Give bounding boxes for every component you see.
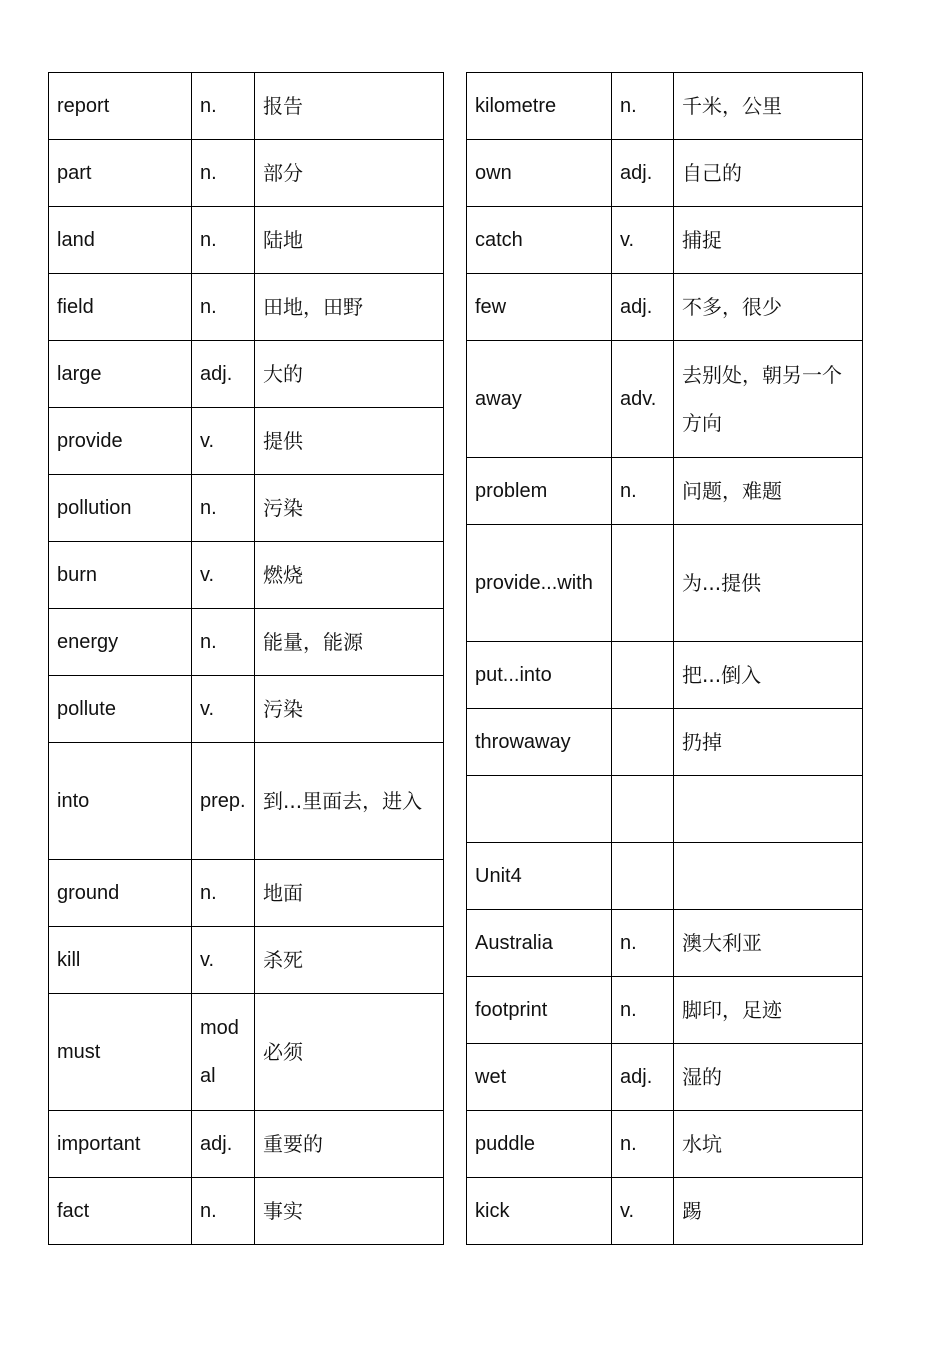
table-row: [467, 776, 863, 843]
vocabulary-table-right: [466, 72, 863, 1245]
pos-cell: adj.: [612, 1044, 674, 1111]
unit-heading-cell: Unit4: [467, 843, 612, 910]
word-cell: energy: [49, 609, 192, 676]
word-cell: burn: [49, 542, 192, 609]
table-row: [467, 709, 863, 776]
table-row: [467, 1178, 863, 1245]
word-cell: provide...with: [467, 525, 612, 642]
table-row: [49, 408, 444, 475]
pos-cell: [612, 525, 674, 642]
meaning-cell: 为...提供: [674, 525, 863, 642]
table-row: [49, 341, 444, 408]
word-cell: large: [49, 341, 192, 408]
pos-cell: adj.: [192, 341, 255, 408]
word-cell: [467, 776, 612, 843]
table-row: [49, 475, 444, 542]
word-cell: important: [49, 1111, 192, 1178]
pos-cell: v.: [192, 542, 255, 609]
meaning-cell: 不多，很少: [674, 274, 863, 341]
meaning-cell: 污染: [255, 676, 444, 743]
table-row: [49, 274, 444, 341]
pos-cell: n.: [612, 73, 674, 140]
table-row: [467, 73, 863, 140]
word-cell: field: [49, 274, 192, 341]
pos-cell: v.: [192, 408, 255, 475]
pos-cell: n.: [192, 207, 255, 274]
word-cell: kick: [467, 1178, 612, 1245]
table-row: [467, 977, 863, 1044]
meaning-cell: 能量，能源: [255, 609, 444, 676]
pos-cell: n.: [612, 977, 674, 1044]
table-row: [467, 910, 863, 977]
word-cell: provide: [49, 408, 192, 475]
table-row: [49, 542, 444, 609]
table-row: [467, 274, 863, 341]
meaning-cell: 陆地: [255, 207, 444, 274]
pos-cell: n.: [192, 475, 255, 542]
meaning-cell: 田地，田野: [255, 274, 444, 341]
meaning-cell: 自己的: [674, 140, 863, 207]
pos-cell: v.: [612, 207, 674, 274]
meaning-cell: [674, 776, 863, 843]
table-row: [49, 207, 444, 274]
word-cell: problem: [467, 458, 612, 525]
pos-cell: n.: [192, 609, 255, 676]
meaning-cell: 千米，公里: [674, 73, 863, 140]
table-row: [49, 1111, 444, 1178]
meaning-cell: 报告: [255, 73, 444, 140]
table-row: [49, 994, 444, 1111]
meaning-cell: 去别处，朝另一个方向: [674, 341, 863, 458]
pos-cell: [612, 642, 674, 709]
meaning-cell: 事实: [255, 1178, 444, 1245]
meaning-cell: 问题，难题: [674, 458, 863, 525]
pos-cell: n.: [192, 140, 255, 207]
word-cell: into: [49, 743, 192, 860]
table-row: [49, 1178, 444, 1245]
pos-cell: n.: [612, 458, 674, 525]
table-row: [467, 341, 863, 458]
table-row: [467, 1111, 863, 1178]
pos-cell: [612, 843, 674, 910]
meaning-cell: 提供: [255, 408, 444, 475]
pos-cell: [612, 709, 674, 776]
table-row: [467, 1044, 863, 1111]
pos-cell: n.: [192, 73, 255, 140]
pos-cell: v.: [612, 1178, 674, 1245]
pos-cell: n.: [612, 910, 674, 977]
word-cell: catch: [467, 207, 612, 274]
meaning-cell: 地面: [255, 860, 444, 927]
word-cell: land: [49, 207, 192, 274]
meaning-cell: 燃烧: [255, 542, 444, 609]
meaning-cell: 到...里面去，进入: [255, 743, 444, 860]
pos-cell: v.: [192, 676, 255, 743]
word-cell: Australia: [467, 910, 612, 977]
pos-cell: adv.: [612, 341, 674, 458]
pos-cell: prep.: [192, 743, 255, 860]
table-row: [49, 860, 444, 927]
pos-cell: adj.: [612, 274, 674, 341]
meaning-cell: 部分: [255, 140, 444, 207]
word-cell: few: [467, 274, 612, 341]
meaning-cell: 水坑: [674, 1111, 863, 1178]
word-cell: kilometre: [467, 73, 612, 140]
pos-cell: n.: [192, 1178, 255, 1245]
table-row: [49, 609, 444, 676]
word-cell: own: [467, 140, 612, 207]
word-cell: wet: [467, 1044, 612, 1111]
table-row: [49, 743, 444, 860]
word-cell: must: [49, 994, 192, 1111]
meaning-cell: 湿的: [674, 1044, 863, 1111]
meaning-cell: 大的: [255, 341, 444, 408]
word-cell: pollute: [49, 676, 192, 743]
meaning-cell: 杀死: [255, 927, 444, 994]
word-cell: ground: [49, 860, 192, 927]
word-cell: kill: [49, 927, 192, 994]
meaning-cell: 踢: [674, 1178, 863, 1245]
pos-cell: n.: [612, 1111, 674, 1178]
table-row: [467, 843, 863, 910]
pos-cell: adj.: [612, 140, 674, 207]
meaning-cell: 澳大利亚: [674, 910, 863, 977]
pos-cell: [612, 776, 674, 843]
word-cell: put...into: [467, 642, 612, 709]
table-row: [467, 525, 863, 642]
word-cell: part: [49, 140, 192, 207]
pos-cell: modal: [192, 994, 255, 1111]
table-row: [49, 73, 444, 140]
pos-cell: adj.: [192, 1111, 255, 1178]
meaning-cell: [674, 843, 863, 910]
table-row: [467, 140, 863, 207]
word-cell: report: [49, 73, 192, 140]
word-cell: throwaway: [467, 709, 612, 776]
meaning-cell: 污染: [255, 475, 444, 542]
meaning-cell: 扔掉: [674, 709, 863, 776]
word-cell: puddle: [467, 1111, 612, 1178]
meaning-cell: 必须: [255, 994, 444, 1111]
table-row: [49, 676, 444, 743]
table-row: [467, 458, 863, 525]
word-cell: pollution: [49, 475, 192, 542]
meaning-cell: 重要的: [255, 1111, 444, 1178]
table-row: [467, 207, 863, 274]
table-row: [467, 642, 863, 709]
pos-cell: n.: [192, 860, 255, 927]
meaning-cell: 捕捉: [674, 207, 863, 274]
word-cell: fact: [49, 1178, 192, 1245]
meaning-cell: 脚印，足迹: [674, 977, 863, 1044]
pos-cell: n.: [192, 274, 255, 341]
table-row: [49, 927, 444, 994]
word-cell: footprint: [467, 977, 612, 1044]
word-cell: away: [467, 341, 612, 458]
table-row: [49, 140, 444, 207]
meaning-cell: 把...倒入: [674, 642, 863, 709]
vocabulary-table-left: [48, 72, 444, 1245]
pos-cell: v.: [192, 927, 255, 994]
